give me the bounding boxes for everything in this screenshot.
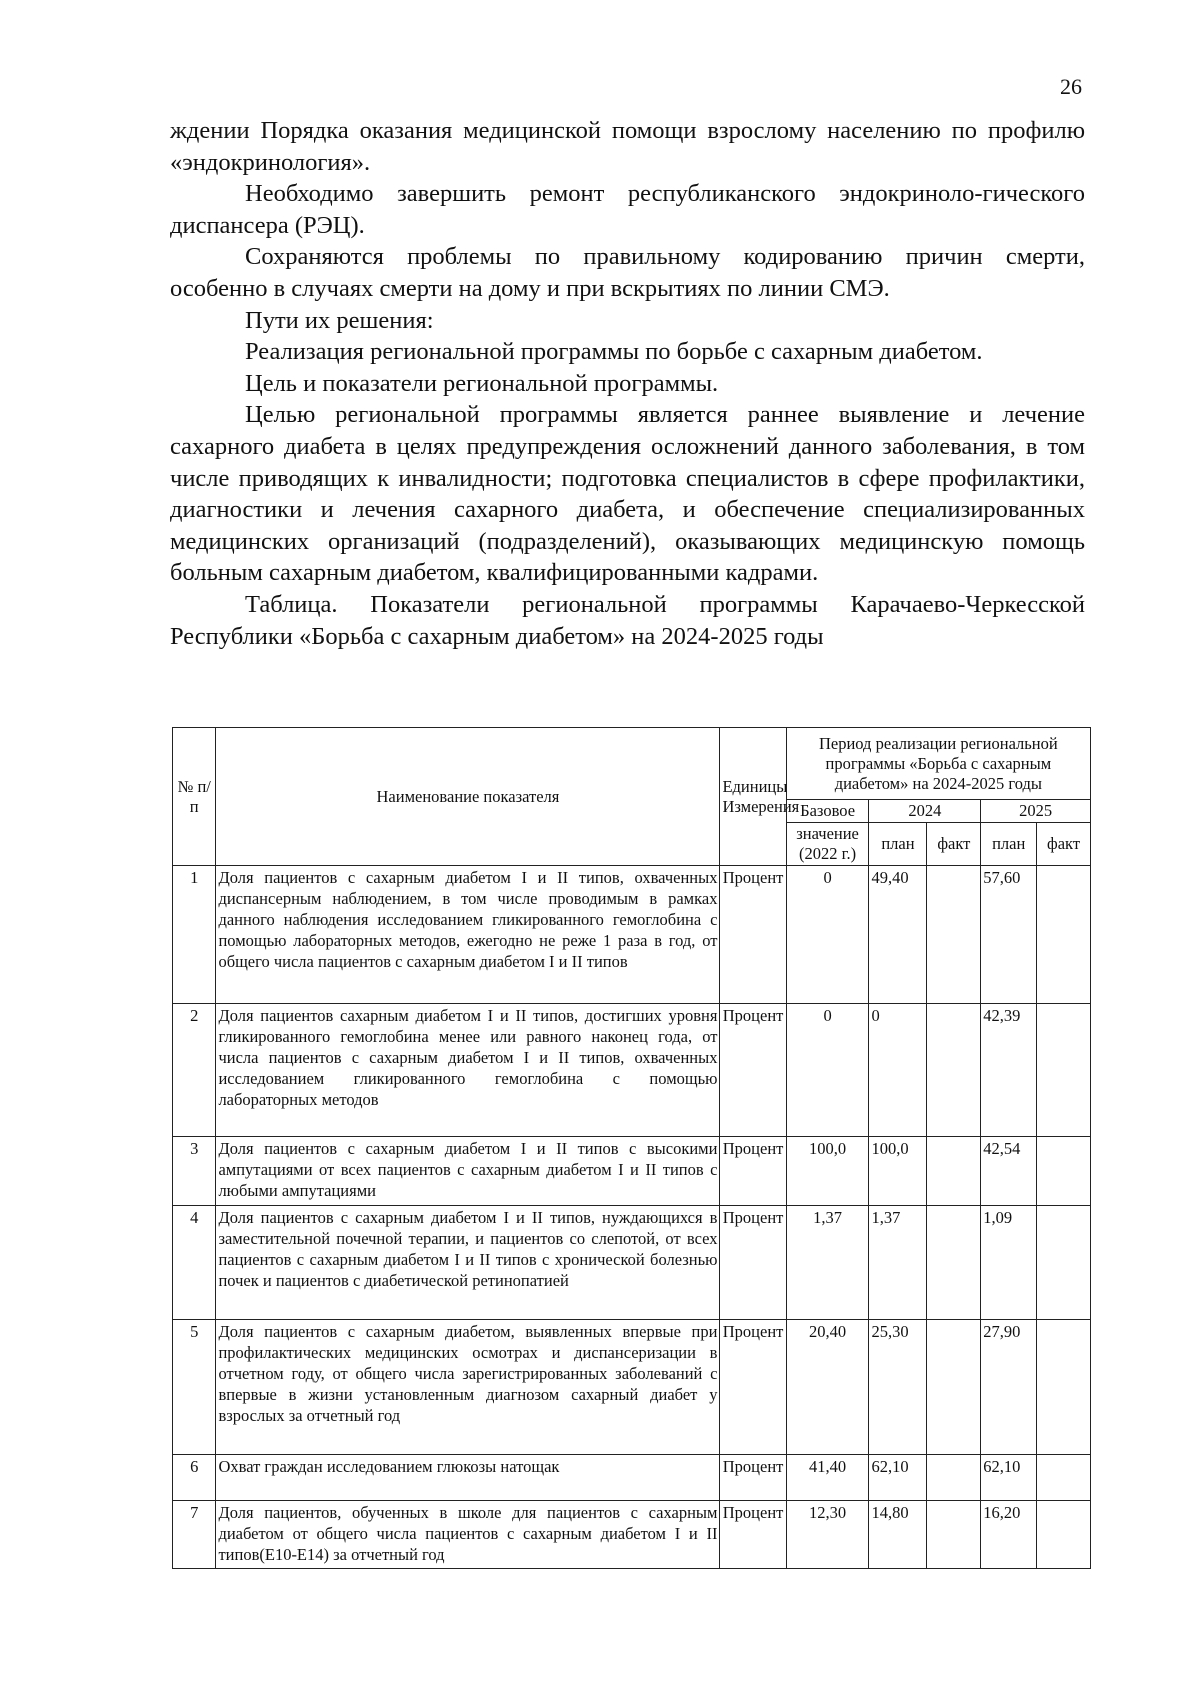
fact-2025-cell bbox=[1037, 1137, 1091, 1206]
indicator-name: Доля пациентов сахарным диабетом I и II типов, достигших уровня гликированного гемоглобина менее или равного наконец года, от числа пациентов с сахарным диабетом I и II типов, охваченных исследованием гликированного гемоглобина с помощью лабораторных методов bbox=[216, 1004, 720, 1137]
base-value-cell: 0 bbox=[786, 866, 869, 1004]
fact-2024-cell bbox=[927, 1455, 981, 1501]
header-unit: Единицы Измерения bbox=[720, 728, 786, 866]
table-row bbox=[173, 1206, 1091, 1320]
fact-2024-cell bbox=[927, 1320, 981, 1455]
fact-2025-cell bbox=[1037, 1320, 1091, 1455]
unit-cell: Процент bbox=[720, 1455, 786, 1501]
header-fact-2024: факт bbox=[927, 823, 981, 866]
indicator-name: Доля пациентов с сахарным диабетом I и II типов, охваченных диспансерным наблюдением, в том числе проводимым в рамках данного наблюдения исследованием гликированного гемоглобина с помощью лабораторных методов, ежегодно не реже 1 раза в год, от общего числа пациентов с сахарным диабетом I и II типов bbox=[216, 866, 720, 1004]
plan-2024-cell: 100,0 bbox=[869, 1137, 927, 1206]
base-value-cell: 100,0 bbox=[786, 1137, 869, 1206]
indicator-name: Охват граждан исследованием глюкозы натощак bbox=[216, 1455, 720, 1501]
unit-cell: Процент bbox=[720, 1206, 786, 1320]
indicator-name: Доля пациентов, обученных в школе для пациентов с сахарным диабетом от общего числа пациентов с сахарным диабетом I и II типов(Е10-Е14) за отчетный год bbox=[216, 1501, 720, 1569]
fact-2024-cell bbox=[927, 866, 981, 1004]
plan-2024-cell: 49,40 bbox=[869, 866, 927, 1004]
indicator-name: Доля пациентов с сахарным диабетом I и II типов, нуждающихся в заместительной почечной терапии, и пациентов со слепотой, от всех пациентов с сахарным диабетом I и II типов с хронической болезнью почек и пациентов с диабетической ретинопатией bbox=[216, 1206, 720, 1320]
fact-2024-cell bbox=[927, 1004, 981, 1137]
fact-2025-cell bbox=[1037, 1501, 1091, 1569]
unit-cell: Процент bbox=[720, 1137, 786, 1206]
unit-cell: Процент bbox=[720, 1501, 786, 1569]
paragraph-problems: Сохраняются проблемы по правильному кодированию причин смерти, особенно в случаях смерти на дому и при вскрытиях по линии СМЭ. bbox=[170, 243, 1085, 302]
row-number: 1 bbox=[173, 866, 216, 1004]
base-value-cell: 0 bbox=[786, 1004, 869, 1137]
paragraph-goal-heading: Цель и показатели региональной программы. bbox=[245, 369, 719, 397]
base-value-cell: 12,30 bbox=[786, 1501, 869, 1569]
fact-2024-cell bbox=[927, 1137, 981, 1206]
plan-2025-cell: 16,20 bbox=[981, 1501, 1037, 1569]
row-number: 2 bbox=[173, 1004, 216, 1137]
plan-2024-cell: 0 bbox=[869, 1004, 927, 1137]
paragraph-continuation: ждении Порядка оказания медицинской помощи взрослому населению по профилю «эндокринология». bbox=[170, 117, 1085, 176]
header-base-value: значение (2022 г.) bbox=[786, 823, 869, 866]
unit-cell: Процент bbox=[720, 1004, 786, 1137]
row-number: 7 bbox=[173, 1501, 216, 1569]
table-row bbox=[173, 1004, 1091, 1137]
paragraph-solutions-heading: Пути их решения: bbox=[245, 306, 434, 334]
table-caption: Таблица. Показатели региональной программы Карачаево-Черкесской Республики «Борьба с сахарным диабетом» на 2024-2025 годы bbox=[170, 590, 1085, 650]
header-num: № п/п bbox=[173, 728, 216, 866]
base-value-cell: 1,37 bbox=[786, 1206, 869, 1320]
fact-2025-cell bbox=[1037, 1455, 1091, 1501]
unit-cell: Процент bbox=[720, 866, 786, 1004]
plan-2025-cell: 1,09 bbox=[981, 1206, 1037, 1320]
header-name: Наименование показателя bbox=[216, 728, 720, 866]
paragraph-program: Реализация региональной программы по борьбе с сахарным диабетом. bbox=[245, 338, 983, 366]
indicator-name: Доля пациентов с сахарным диабетом I и II типов с высокими ампутациями от всех пациентов с сахарным диабетом I и II типов с любыми ампутациями bbox=[216, 1137, 720, 1206]
fact-2024-cell bbox=[927, 1501, 981, 1569]
row-number: 3 bbox=[173, 1137, 216, 1206]
paragraph-goal: Целью региональной программы является раннее выявление и лечение сахарного диабета в целях предупреждения осложнений данного заболевания, в том числе приводящих к инвалидности; подготовка специалистов в сфере профилактики, диагностики и лечения сахарного диабета, и обеспечение специализированных медицинских организаций (подразделений), оказывающих медицинскую помощь больным сахарным диабетом, квалифицированными кадрами. bbox=[170, 401, 1085, 587]
row-number: 5 bbox=[173, 1320, 216, 1455]
plan-2024-cell: 62,10 bbox=[869, 1455, 927, 1501]
indicators-table bbox=[172, 727, 1091, 1569]
paragraph-repair: Необходимо завершить ремонт республиканского эндокриноло-гического диспансера (РЭЦ). bbox=[170, 180, 1085, 239]
plan-2024-cell: 14,80 bbox=[869, 1501, 927, 1569]
header-plan-2024: план bbox=[869, 823, 927, 866]
table-body bbox=[173, 866, 1091, 1569]
unit-cell: Процент bbox=[720, 1320, 786, 1455]
row-number: 4 bbox=[173, 1206, 216, 1320]
fact-2025-cell bbox=[1037, 1004, 1091, 1137]
header-period: Период реализации региональной программы «Борьба с сахарным диабетом» на 2024-2025 годы bbox=[786, 728, 1090, 800]
row-number: 6 bbox=[173, 1455, 216, 1501]
header-fact-2025: факт bbox=[1037, 823, 1091, 866]
header-plan-2025: план bbox=[981, 823, 1037, 866]
plan-2024-cell: 25,30 bbox=[869, 1320, 927, 1455]
plan-2025-cell: 42,39 bbox=[981, 1004, 1037, 1137]
fact-2024-cell bbox=[927, 1206, 981, 1320]
base-value-cell: 20,40 bbox=[786, 1320, 869, 1455]
header-year-2025: 2025 bbox=[981, 800, 1091, 823]
plan-2025-cell: 62,10 bbox=[981, 1455, 1037, 1501]
page-number: 26 bbox=[1060, 74, 1082, 99]
table-row bbox=[173, 1501, 1091, 1569]
plan-2025-cell: 57,60 bbox=[981, 866, 1037, 1004]
header-base: Базовое bbox=[786, 800, 869, 823]
table-row bbox=[173, 1137, 1091, 1206]
plan-2024-cell: 1,37 bbox=[869, 1206, 927, 1320]
header-year-2024: 2024 bbox=[869, 800, 981, 823]
fact-2025-cell bbox=[1037, 1206, 1091, 1320]
plan-2025-cell: 42,54 bbox=[981, 1137, 1037, 1206]
table-row bbox=[173, 866, 1091, 1004]
body-text bbox=[170, 115, 1085, 652]
table-row bbox=[173, 1320, 1091, 1455]
indicator-name: Доля пациентов с сахарным диабетом, выявленных впервые при профилактических медицинских осмотрах и диспансеризации в отчетном году, от общего числа зарегистрированных заболеваний с впервые в жизни установленным диагнозом сахарный диабет у взрослых за отчетный год bbox=[216, 1320, 720, 1455]
plan-2025-cell: 27,90 bbox=[981, 1320, 1037, 1455]
base-value-cell: 41,40 bbox=[786, 1455, 869, 1501]
fact-2025-cell bbox=[1037, 866, 1091, 1004]
table-row bbox=[173, 1455, 1091, 1501]
